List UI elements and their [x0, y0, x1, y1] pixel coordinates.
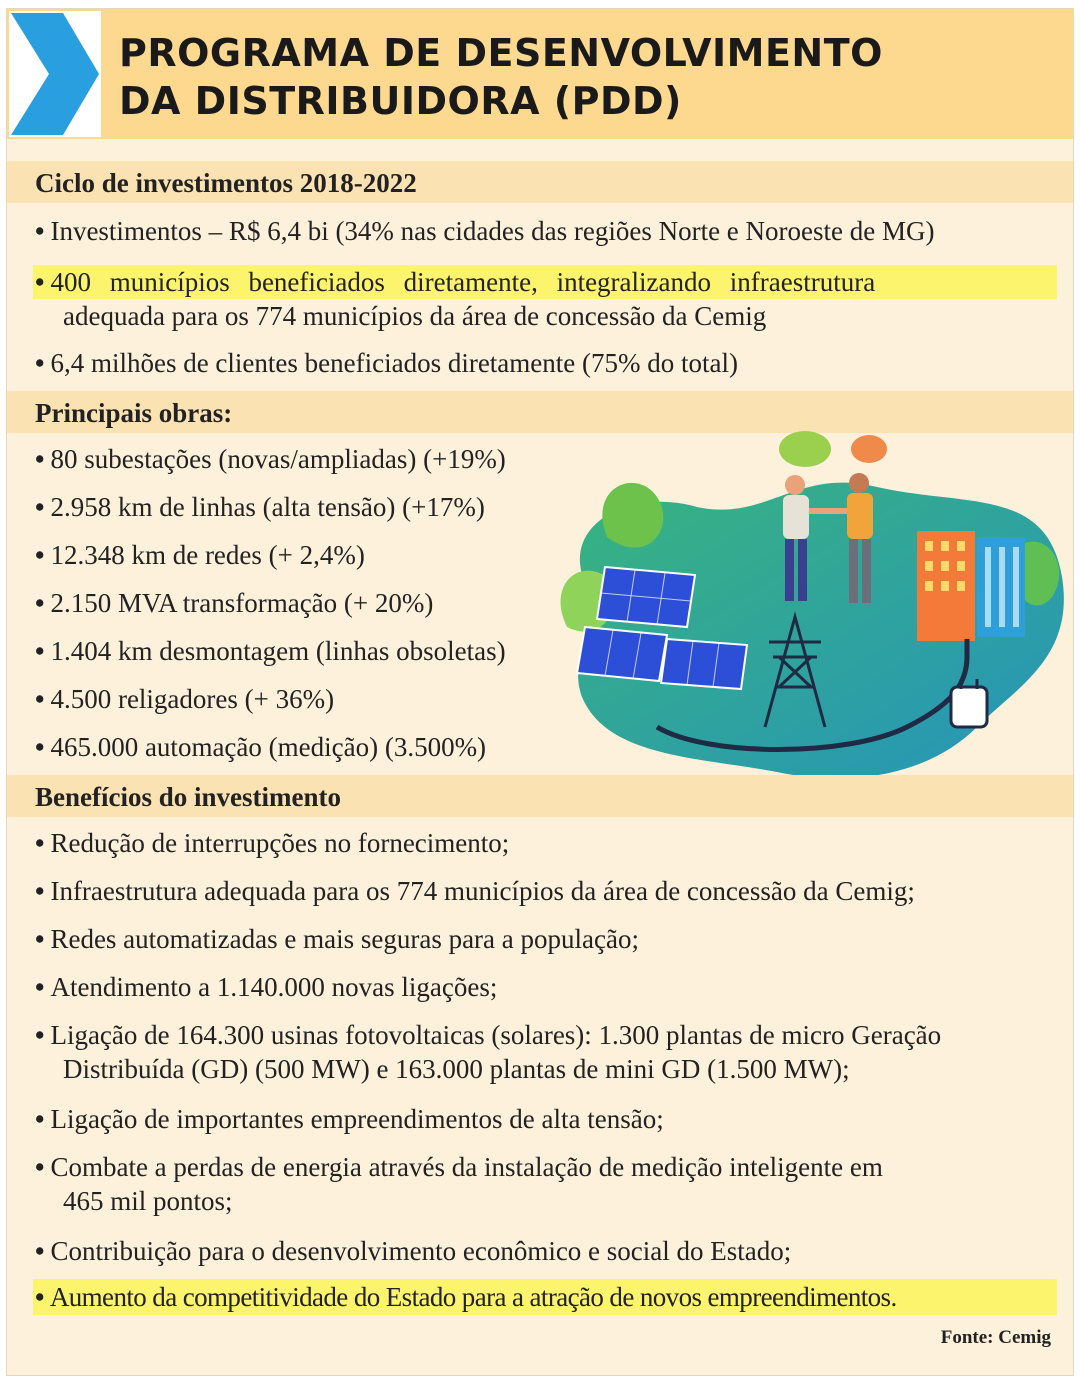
list-item: • 4.500 religadores (+ 36%) — [35, 684, 335, 714]
section-heading-beneficios: Benefícios do investimento — [7, 775, 1073, 817]
section-heading-obras: Principais obras: — [7, 391, 1073, 433]
infographic — [6, 8, 1074, 1376]
source-credit: Fonte: Cemig — [940, 1327, 1051, 1348]
list-item: • Redes automatizadas e mais seguras para a população; — [35, 924, 639, 954]
list-item: • 80 subestações (novas/ampliadas) (+19%) — [35, 444, 506, 474]
list-item: • Investimentos – R$ 6,4 bi (34% nas cidades das regiões Norte e Noroeste de MG) — [35, 216, 935, 246]
list-item: • 6,4 milhões de clientes beneficiados diretamente (75% do total) — [35, 348, 738, 378]
list-item-continuation: Distribuída (GD) (500 MW) e 163.000 plantas de mini GD (1.500 MW); — [63, 1054, 850, 1084]
list-item-continuation: adequada para os 774 municípios da área de concessão da Cemig — [63, 301, 767, 331]
list-item: • Redução de interrupções no fornecimento; — [35, 828, 510, 858]
section-heading-ciclo: Ciclo de investimentos 2018-2022 — [7, 161, 1073, 203]
list-item: • Contribuição para o desenvolvimento econômico e social do Estado; — [35, 1236, 792, 1266]
page-title: PROGRAMA DE DESENVOLVIMENTO DA DISTRIBUIDORA (PDD) — [119, 31, 883, 123]
list-item: • 2.958 km de linhas (alta tensão) (+17%) — [35, 492, 485, 522]
list-item: • Combate a perdas de energia através da instalação de medição inteligente em — [35, 1152, 883, 1182]
list-item: • Infraestrutura adequada para os 774 municípios da área de concessão da Cemig; — [35, 876, 915, 906]
header-banner — [7, 9, 1073, 139]
arrow-icon — [9, 11, 101, 137]
list-item-continuation: 465 mil pontos; — [63, 1186, 233, 1216]
list-item: • 465.000 automação (medição) (3.500%) — [35, 732, 487, 762]
list-item: • Ligação de importantes empreendimentos de alta tensão; — [35, 1104, 664, 1134]
list-item-highlighted: • 400 municípios beneficiados diretamente, integralizando infraestrutura — [35, 267, 876, 297]
list-item: • Atendimento a 1.140.000 novas ligações; — [35, 972, 498, 1002]
list-item: • 12.348 km de redes (+ 2,4%) — [35, 540, 365, 570]
list-item: • 1.404 km desmontagem (linhas obsoletas) — [35, 636, 506, 666]
energy-illustration — [547, 427, 1074, 799]
list-item: • Ligação de 164.300 usinas fotovoltaicas (solares): 1.300 plantas de micro Geração — [35, 1020, 942, 1050]
list-item: • 2.150 MVA transformação (+ 20%) — [35, 588, 434, 618]
list-item-highlighted: • Aumento da competitividade do Estado para a atração de novos empreendimentos. — [35, 1282, 897, 1312]
